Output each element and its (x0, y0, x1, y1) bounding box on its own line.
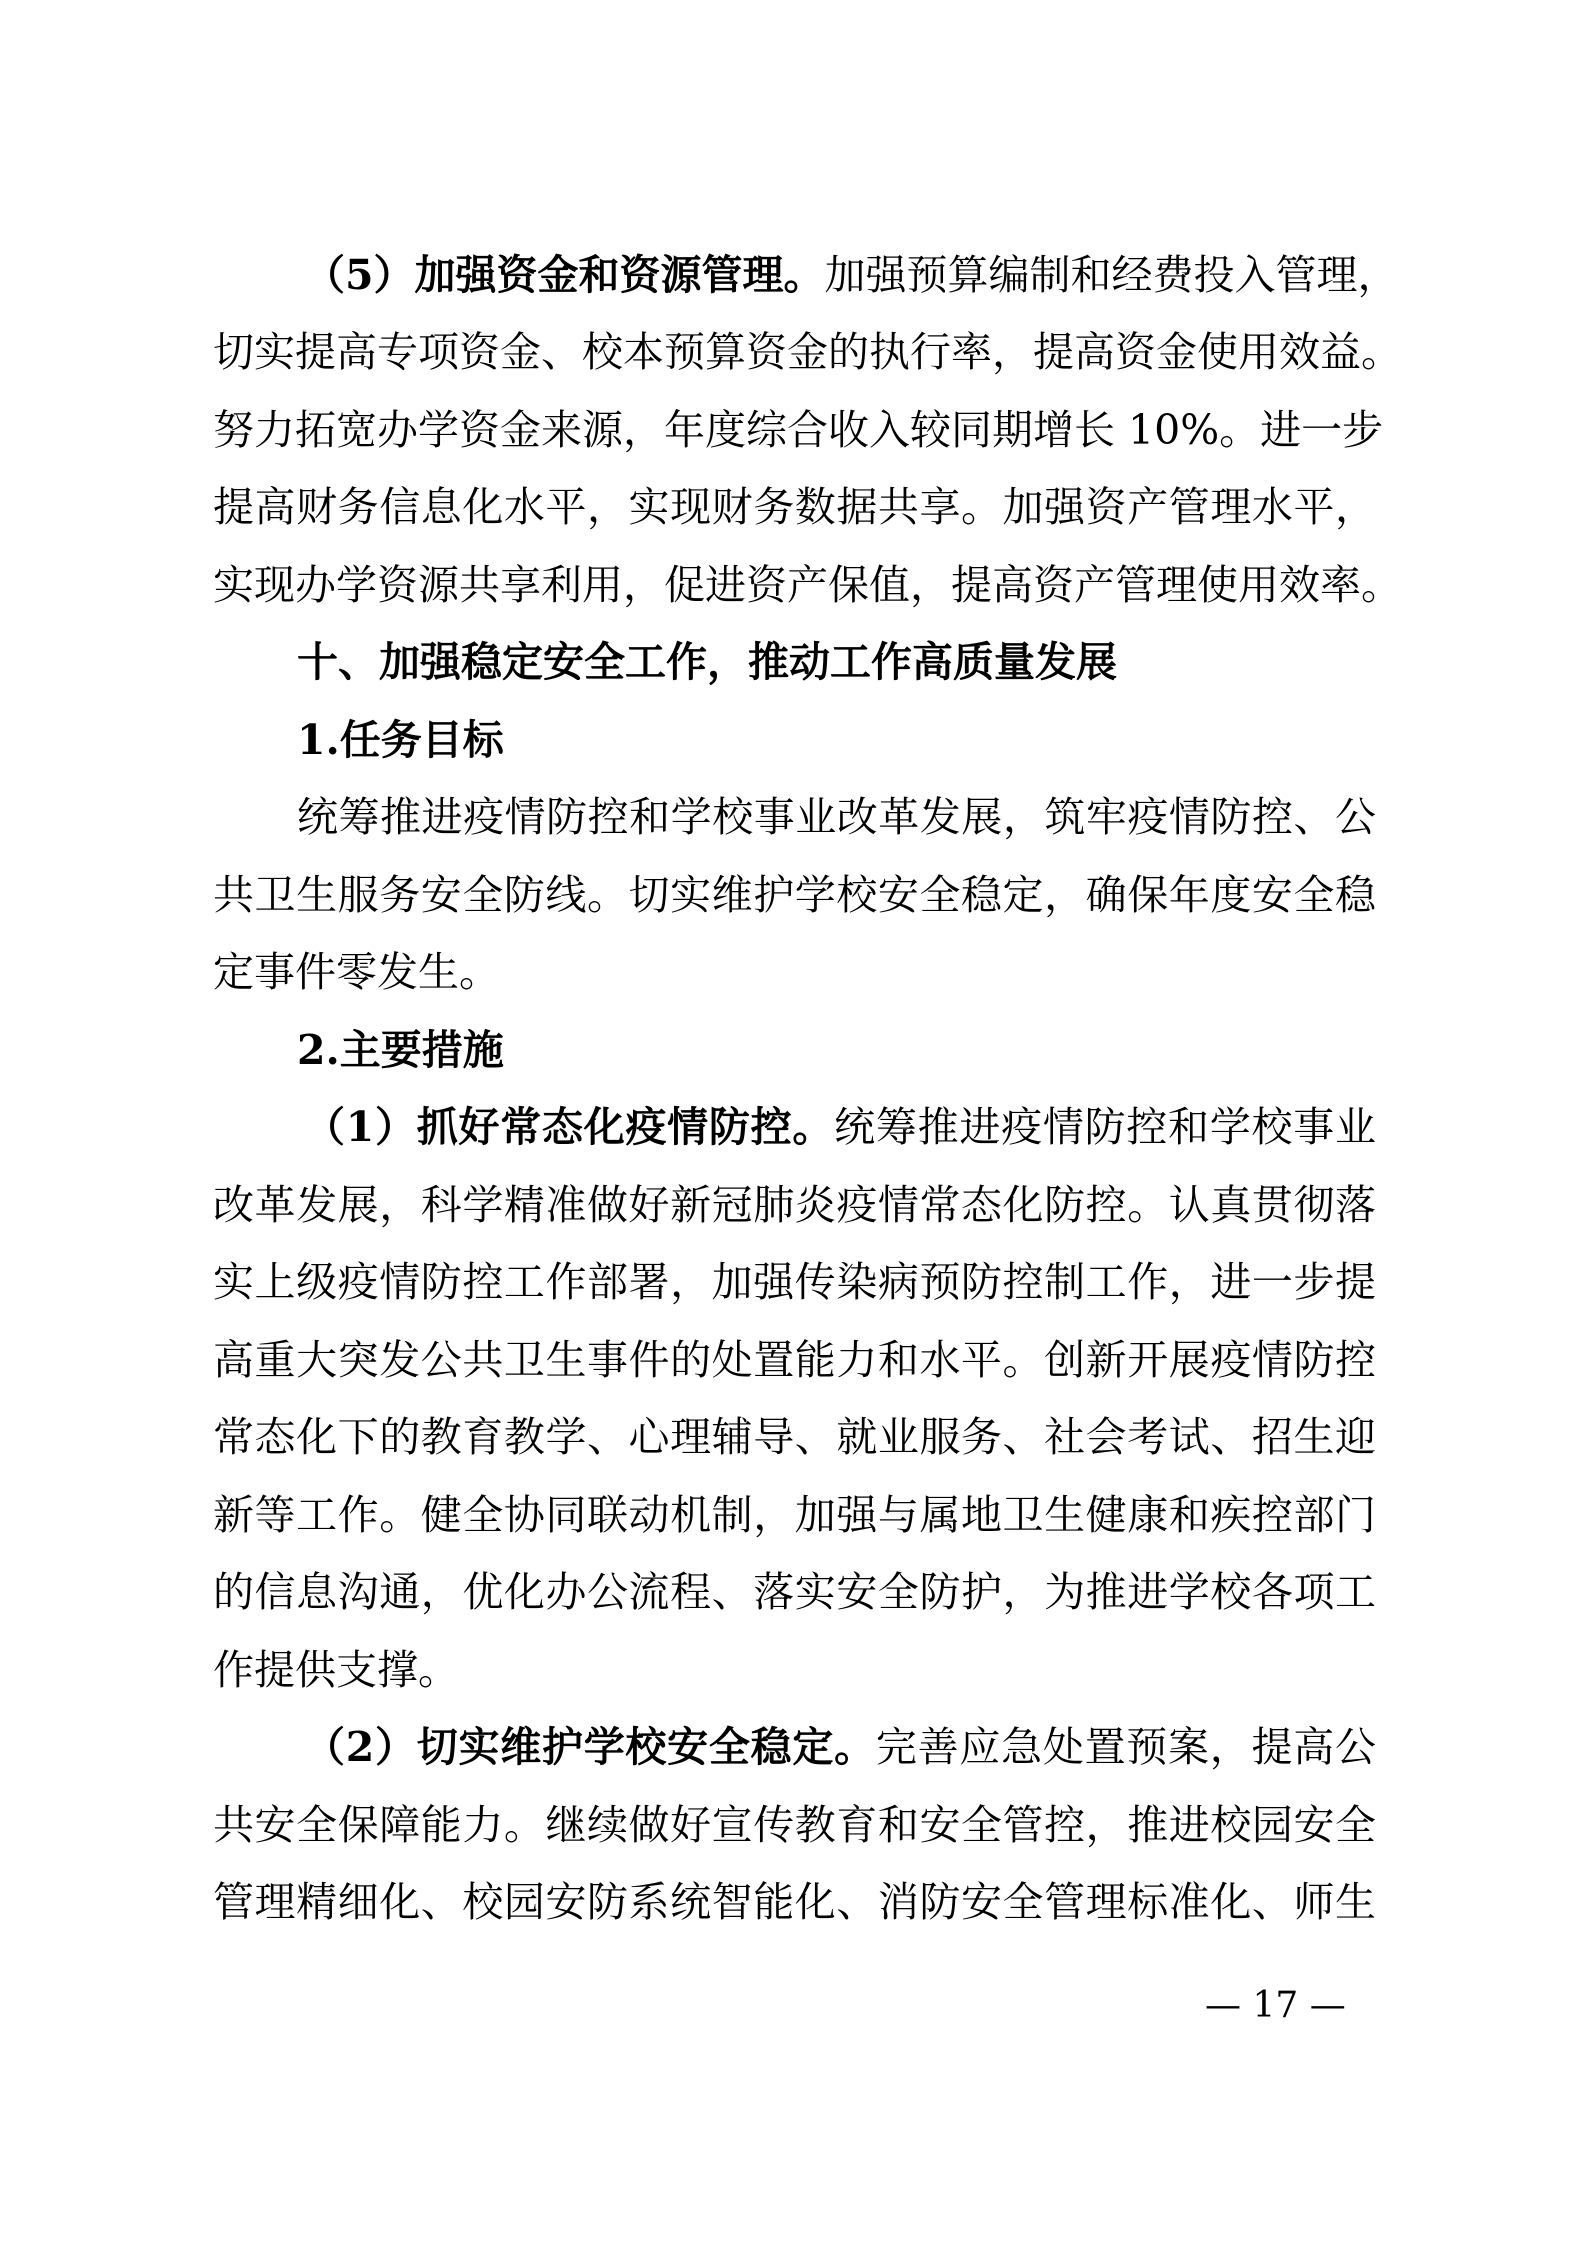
paragraph-goal-line-2: 共卫生服务安全防线。切实维护学校安全稳定，确保年度安全稳 (213, 871, 1376, 919)
paragraph-epidemic-line-6: 新等工作。健全协同联动机制，加强与属地卫生健康和疾控部门 (213, 1491, 1376, 1539)
paragraph-safety-line-1: （2）切实维护学校安全稳定。完善应急处置预案，提高公 (304, 1723, 1377, 1771)
paragraph-goal-line-1: 统筹推进疫情防控和学校事业改革发展，筑牢疫情防控、公 (297, 793, 1376, 841)
paragraph-epidemic-line-7: 的信息沟通，优化办公流程、落实安全防护，为推进学校各项工 (213, 1568, 1376, 1616)
paragraph-epidemic-line-8: 作提供支撑。 (213, 1646, 459, 1694)
paragraph-funds-line-1: （5）加强资金和资源管理。加强预算编制和经费投入管理， (304, 251, 1399, 299)
paragraph-safety-line-2: 共安全保障能力。继续做好宣传教育和安全管控，推进校园安全 (213, 1801, 1376, 1849)
paragraph-epidemic-lead: （1）抓好常态化疫情防控。 (304, 1103, 835, 1151)
paragraph-epidemic-line-5: 常态化下的教育教学、心理辅导、就业服务、社会考试、招生迎 (213, 1413, 1376, 1461)
page-number: — 17 — (1205, 1985, 1346, 2026)
paragraph-safety-lead: （2）切实维护学校安全稳定。 (304, 1723, 876, 1771)
subheading-task-goal: 1.任务目标 (297, 716, 504, 764)
paragraph-epidemic-line-1: （1）抓好常态化疫情防控。统筹推进疫情防控和学校事业 (304, 1103, 1377, 1151)
paragraph-funds-line-2: 切实提高专项资金、校本预算资金的执行率，提高资金使用效益。 (213, 328, 1402, 376)
paragraph-epidemic-line-2: 改革发展，科学精准做好新冠肺炎疫情常态化防控。认真贯彻落 (213, 1181, 1376, 1229)
paragraph-safety-line-3: 管理精细化、校园安防系统智能化、消防安全管理标准化、师生 (213, 1878, 1376, 1926)
section-heading-10: 十、加强稳定安全工作，推动工作高质量发展 (297, 638, 1117, 686)
paragraph-funds-line-4: 提高财务信息化水平，实现财务数据共享。加强资产管理水平， (213, 483, 1376, 531)
paragraph-epidemic-line-3: 实上级疫情防控工作部署，加强传染病预防控制工作，进一步提 (213, 1258, 1376, 1306)
subheading-main-measures: 2.主要措施 (297, 1026, 504, 1074)
paragraph-goal-line-3: 定事件零发生。 (213, 948, 500, 996)
paragraph-epidemic-line-4: 高重大突发公共卫生事件的处置能力和水平。创新开展疫情防控 (213, 1336, 1376, 1384)
paragraph-funds-lead: （5）加强资金和资源管理。 (304, 251, 825, 299)
paragraph-funds-line-3: 努力拓宽办学资金来源，年度综合收入较同期增长 10%。进一步 (213, 406, 1384, 454)
paragraph-funds-line-5: 实现办学资源共享利用，促进资产保值，提高资产管理使用效率。 (213, 561, 1402, 609)
